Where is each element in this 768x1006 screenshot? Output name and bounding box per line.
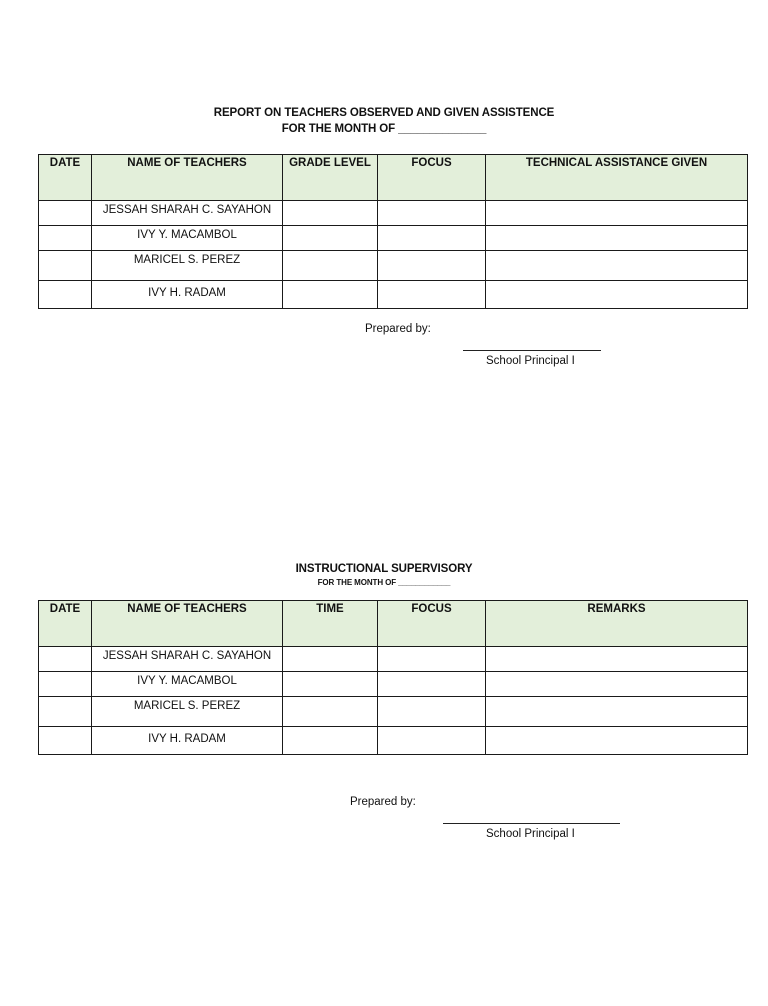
date-cell xyxy=(39,281,92,309)
focus-cell xyxy=(378,226,486,251)
teacher-name-cell: JESSAH SHARAH C. SAYAHON xyxy=(92,647,283,672)
focus-cell xyxy=(378,727,486,755)
report1-subtitle: FOR THE MONTH OF ______________ xyxy=(281,123,487,135)
focus-cell xyxy=(378,672,486,697)
table-row xyxy=(39,226,748,251)
teacher-name-cell: IVY H. RADAM xyxy=(92,281,283,309)
header-date: DATE xyxy=(39,155,92,201)
grade-level-cell xyxy=(283,201,378,226)
signatory-title: School Principal I xyxy=(486,828,575,840)
table-row xyxy=(39,647,748,672)
date-cell xyxy=(39,226,92,251)
remarks-cell xyxy=(486,697,748,727)
table-header-row xyxy=(39,601,748,647)
technical-assistance-cell xyxy=(486,281,748,309)
signatory-title: School Principal I xyxy=(486,355,575,367)
teacher-name-cell: MARICEL S. PEREZ xyxy=(92,251,283,281)
table-row xyxy=(39,281,748,309)
teacher-name-cell: MARICEL S. PEREZ xyxy=(92,697,283,727)
grade-level-cell xyxy=(283,251,378,281)
time-cell xyxy=(283,647,378,672)
technical-assistance-cell xyxy=(486,201,748,226)
signature-line xyxy=(443,823,620,824)
remarks-cell xyxy=(486,647,748,672)
report2-title: INSTRUCTIONAL SUPERVISORY xyxy=(295,563,473,575)
date-cell xyxy=(39,647,92,672)
teacher-name-cell: JESSAH SHARAH C. SAYAHON xyxy=(92,201,283,226)
header-date: DATE xyxy=(39,601,92,647)
remarks-cell xyxy=(486,672,748,697)
header-focus: FOCUS xyxy=(378,601,486,647)
date-cell xyxy=(39,727,92,755)
time-cell xyxy=(283,697,378,727)
date-cell xyxy=(39,672,92,697)
table-row xyxy=(39,727,748,755)
table-row xyxy=(39,251,748,281)
grade-level-cell xyxy=(283,226,378,251)
focus-cell xyxy=(378,647,486,672)
report2-subtitle: FOR THE MONTH OF ____________ xyxy=(317,578,451,587)
header-name-of-teachers: NAME OF TEACHERS xyxy=(92,601,283,647)
teacher-name-cell: IVY Y. MACAMBOL xyxy=(92,226,283,251)
header-name-of-teachers: NAME OF TEACHERS xyxy=(92,155,283,201)
prepared-by-label: Prepared by: xyxy=(365,323,431,335)
table-row xyxy=(39,672,748,697)
time-cell xyxy=(283,672,378,697)
report1-table xyxy=(38,154,748,309)
focus-cell xyxy=(378,251,486,281)
date-cell xyxy=(39,201,92,226)
header-grade-level: GRADE LEVEL xyxy=(283,155,378,201)
date-cell xyxy=(39,697,92,727)
header-focus: FOCUS xyxy=(378,155,486,201)
teacher-name-cell: IVY Y. MACAMBOL xyxy=(92,672,283,697)
focus-cell xyxy=(378,281,486,309)
report2-table xyxy=(38,600,748,755)
header-technical-assistance: TECHNICAL ASSISTANCE GIVEN xyxy=(486,155,748,201)
technical-assistance-cell xyxy=(486,251,748,281)
remarks-cell xyxy=(486,727,748,755)
focus-cell xyxy=(378,201,486,226)
table-row xyxy=(39,697,748,727)
signature-line xyxy=(463,350,601,351)
header-remarks: REMARKS xyxy=(486,601,748,647)
focus-cell xyxy=(378,697,486,727)
technical-assistance-cell xyxy=(486,226,748,251)
table-header-row xyxy=(39,155,748,201)
header-time: TIME xyxy=(283,601,378,647)
time-cell xyxy=(283,727,378,755)
report1-title: REPORT ON TEACHERS OBSERVED AND GIVEN ASSISTENCE xyxy=(213,107,555,119)
grade-level-cell xyxy=(283,281,378,309)
date-cell xyxy=(39,251,92,281)
table-row xyxy=(39,201,748,226)
teacher-name-cell: IVY H. RADAM xyxy=(92,727,283,755)
prepared-by-label: Prepared by: xyxy=(350,796,416,808)
